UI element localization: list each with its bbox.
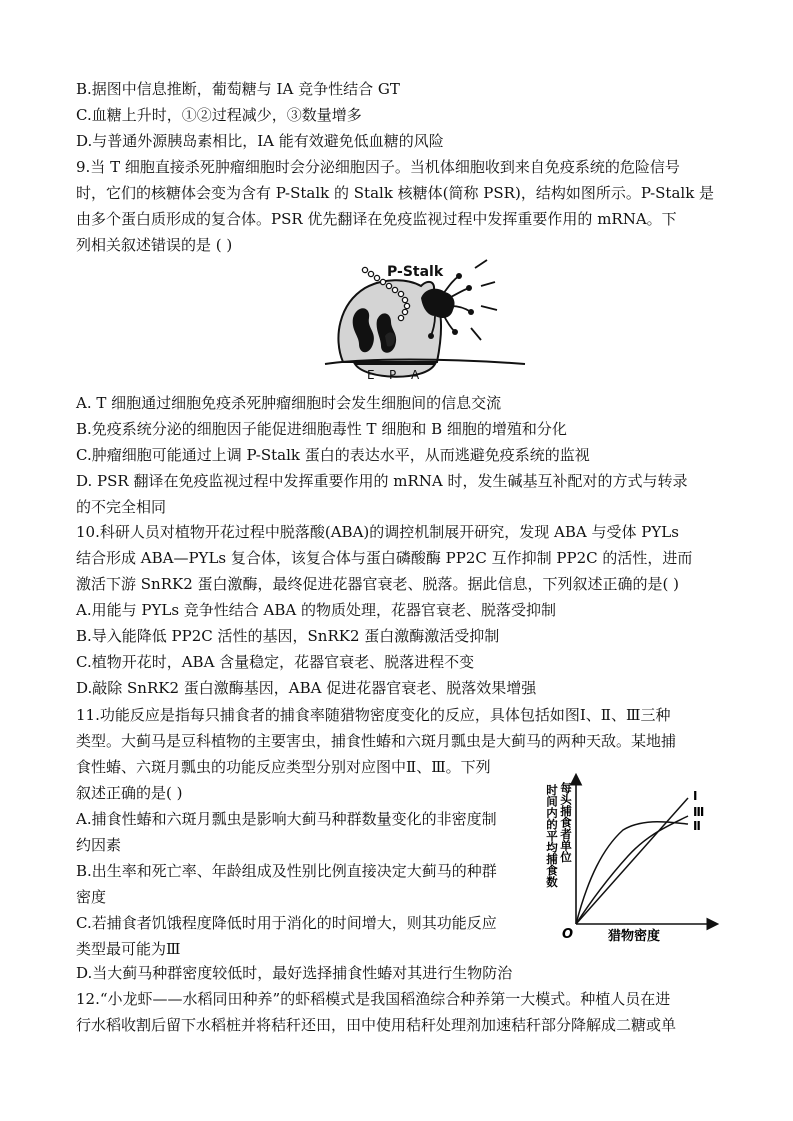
- q11-stem-line4: 叙述正确的是( ): [76, 784, 183, 802]
- q10-stem-line2: 结合形成 ABA—PYLs 复合体，该复合体与蛋白磷酸酶 PP2C 互作抑制 PP2C 的活性，进而: [76, 549, 693, 567]
- q10-option-a: A.用能与 PYLs 竞争性结合 ABA 的物质处理，花器官衰老、脱落受抑制: [76, 601, 557, 619]
- q12-stem-line2: 行水稻收割后留下水稻桩并将秸秆还田，田中使用秸秆处理剂加速秸秆部分降解成二糖或单: [76, 1016, 677, 1034]
- curve-iii: [576, 816, 688, 924]
- q9-option-d-line2: 的不完全相同: [76, 498, 167, 516]
- q10-option-c: C.植物开花时，ABA 含量稳定，花器官衰老、脱落进程不变: [76, 653, 475, 671]
- q10-option-b: B.导入能降低 PP2C 活性的基因，SnRK2 蛋白激酶激活受抑制: [76, 627, 500, 645]
- site-e-label: E: [367, 368, 375, 382]
- curve-i: [576, 798, 688, 924]
- q8-option-c: C.血糖上升时，①②过程减少，③数量增多: [76, 106, 362, 124]
- curve-i-label: Ⅰ: [693, 789, 698, 803]
- q9-stem-line1: 9.当 T 细胞直接杀死肿瘤细胞时会分泌细胞因子。当机体细胞收到来自免疫系统的危险信号: [76, 158, 680, 176]
- ribosome-figure: [325, 258, 525, 386]
- q11-option-c-line2: 类型最可能为Ⅲ: [76, 940, 181, 958]
- site-p-label: P: [389, 368, 397, 382]
- q9-option-c: C.肿瘤细胞可能通过上调 P-Stalk 蛋白的表达水平，从而逃避免疫系统的监视: [76, 446, 590, 464]
- q10-stem-line3: 激活下游 SnRK2 蛋白激酶，最终促进花器官衰老、脱落。据此信息，下列叙述正确的是( ): [76, 575, 679, 593]
- q10-option-d: D.敲除 SnRK2 蛋白激酶基因，ABA 促进花器官衰老、脱落效果增强: [76, 679, 537, 697]
- q9-stem-line4: 列相关叙述错误的是 ( ): [76, 236, 233, 254]
- q11-stem-line3: 食性蝽、六斑月瓢虫的功能反应类型分别对应图中Ⅱ、Ⅲ。下列: [76, 758, 491, 776]
- functional-response-graph: [545, 768, 728, 948]
- q8-option-b: B.据图中信息推断，葡萄糖与 IA 竞争性结合 GT: [76, 80, 400, 98]
- q12-stem-line1: 12.“小龙虾——水稻同田种养”的虾稻模式是我国稻渔综合种养第一大模式。种植人员在进: [76, 990, 671, 1008]
- q8-option-d: D.与普通外源胰岛素相比，IA 能有效避免低血糖的风险: [76, 132, 444, 150]
- q9-stem-line3: 由多个蛋白质形成的复合体。PSR 优先翻译在免疫监视过程中发挥重要作用的 mRNA。下: [76, 210, 677, 228]
- curve-iii-label: Ⅲ: [693, 805, 705, 819]
- q9-option-d-line1: D. PSR 翻译在免疫监视过程中发挥重要作用的 mRNA 时，发生碱基互补配对的方式与转录: [76, 472, 688, 490]
- signal-rays: [471, 260, 497, 340]
- curve-ii: [576, 822, 688, 924]
- y-axis-label-col2: 每头捕食者单位: [559, 782, 573, 863]
- y-axis-label-col1: 时间内的平均捕食数: [545, 784, 559, 888]
- q11-option-b-line1: B.出生率和死亡率、年龄组成及性别比例直接决定大蓟马的种群: [76, 862, 497, 880]
- origin-label: O: [562, 927, 574, 942]
- q11-option-b-line2: 密度: [76, 888, 107, 906]
- q10-stem-line1: 10.科研人员对植物开花过程中脱落酸(ABA)的调控机制展开研究，发现 ABA 与受体 PYLs: [76, 523, 679, 541]
- q11-option-a-line2: 约因素: [76, 836, 122, 854]
- q9-option-a: A. T 细胞通过细胞免疫杀死肿瘤细胞时会发生细胞间的信息交流: [76, 394, 502, 412]
- q9-option-b: B.免疫系统分泌的细胞因子能促进细胞毒性 T 细胞和 B 细胞的增殖和分化: [76, 420, 567, 438]
- q11-option-a-line1: A.捕食性蝽和六斑月瓢虫是影响大蓟马种群数量变化的非密度制: [76, 810, 497, 828]
- q11-stem-line1: 11.功能反应是指每只捕食者的捕食率随猎物密度变化的反应，具体包括如图Ⅰ、Ⅱ、Ⅲ三种: [76, 706, 671, 724]
- q11-option-c-line1: C.若捕食者饥饿程度降低时用于消化的时间增大，则其功能反应: [76, 914, 497, 932]
- q9-stem-line2: 时，它们的核糖体会变为含有 P-Stalk 的 Stalk 核糖体(简称 PSR)，结构如图所示。P-Stalk 是: [76, 184, 715, 202]
- q11-option-d: D.当大蓟马种群密度较低时，最好选择捕食性蝽对其进行生物防治: [76, 964, 513, 982]
- q11-stem-line2: 类型。大蓟马是豆科植物的主要害虫，捕食性蝽和六斑月瓢虫是大蓟马的两种天敌。某地捕: [76, 732, 677, 750]
- curve-ii-label: Ⅱ: [693, 819, 701, 833]
- pstalk-label: P-Stalk: [387, 264, 444, 280]
- site-a-label: A: [411, 368, 420, 382]
- x-axis-label: 猎物密度: [608, 929, 661, 944]
